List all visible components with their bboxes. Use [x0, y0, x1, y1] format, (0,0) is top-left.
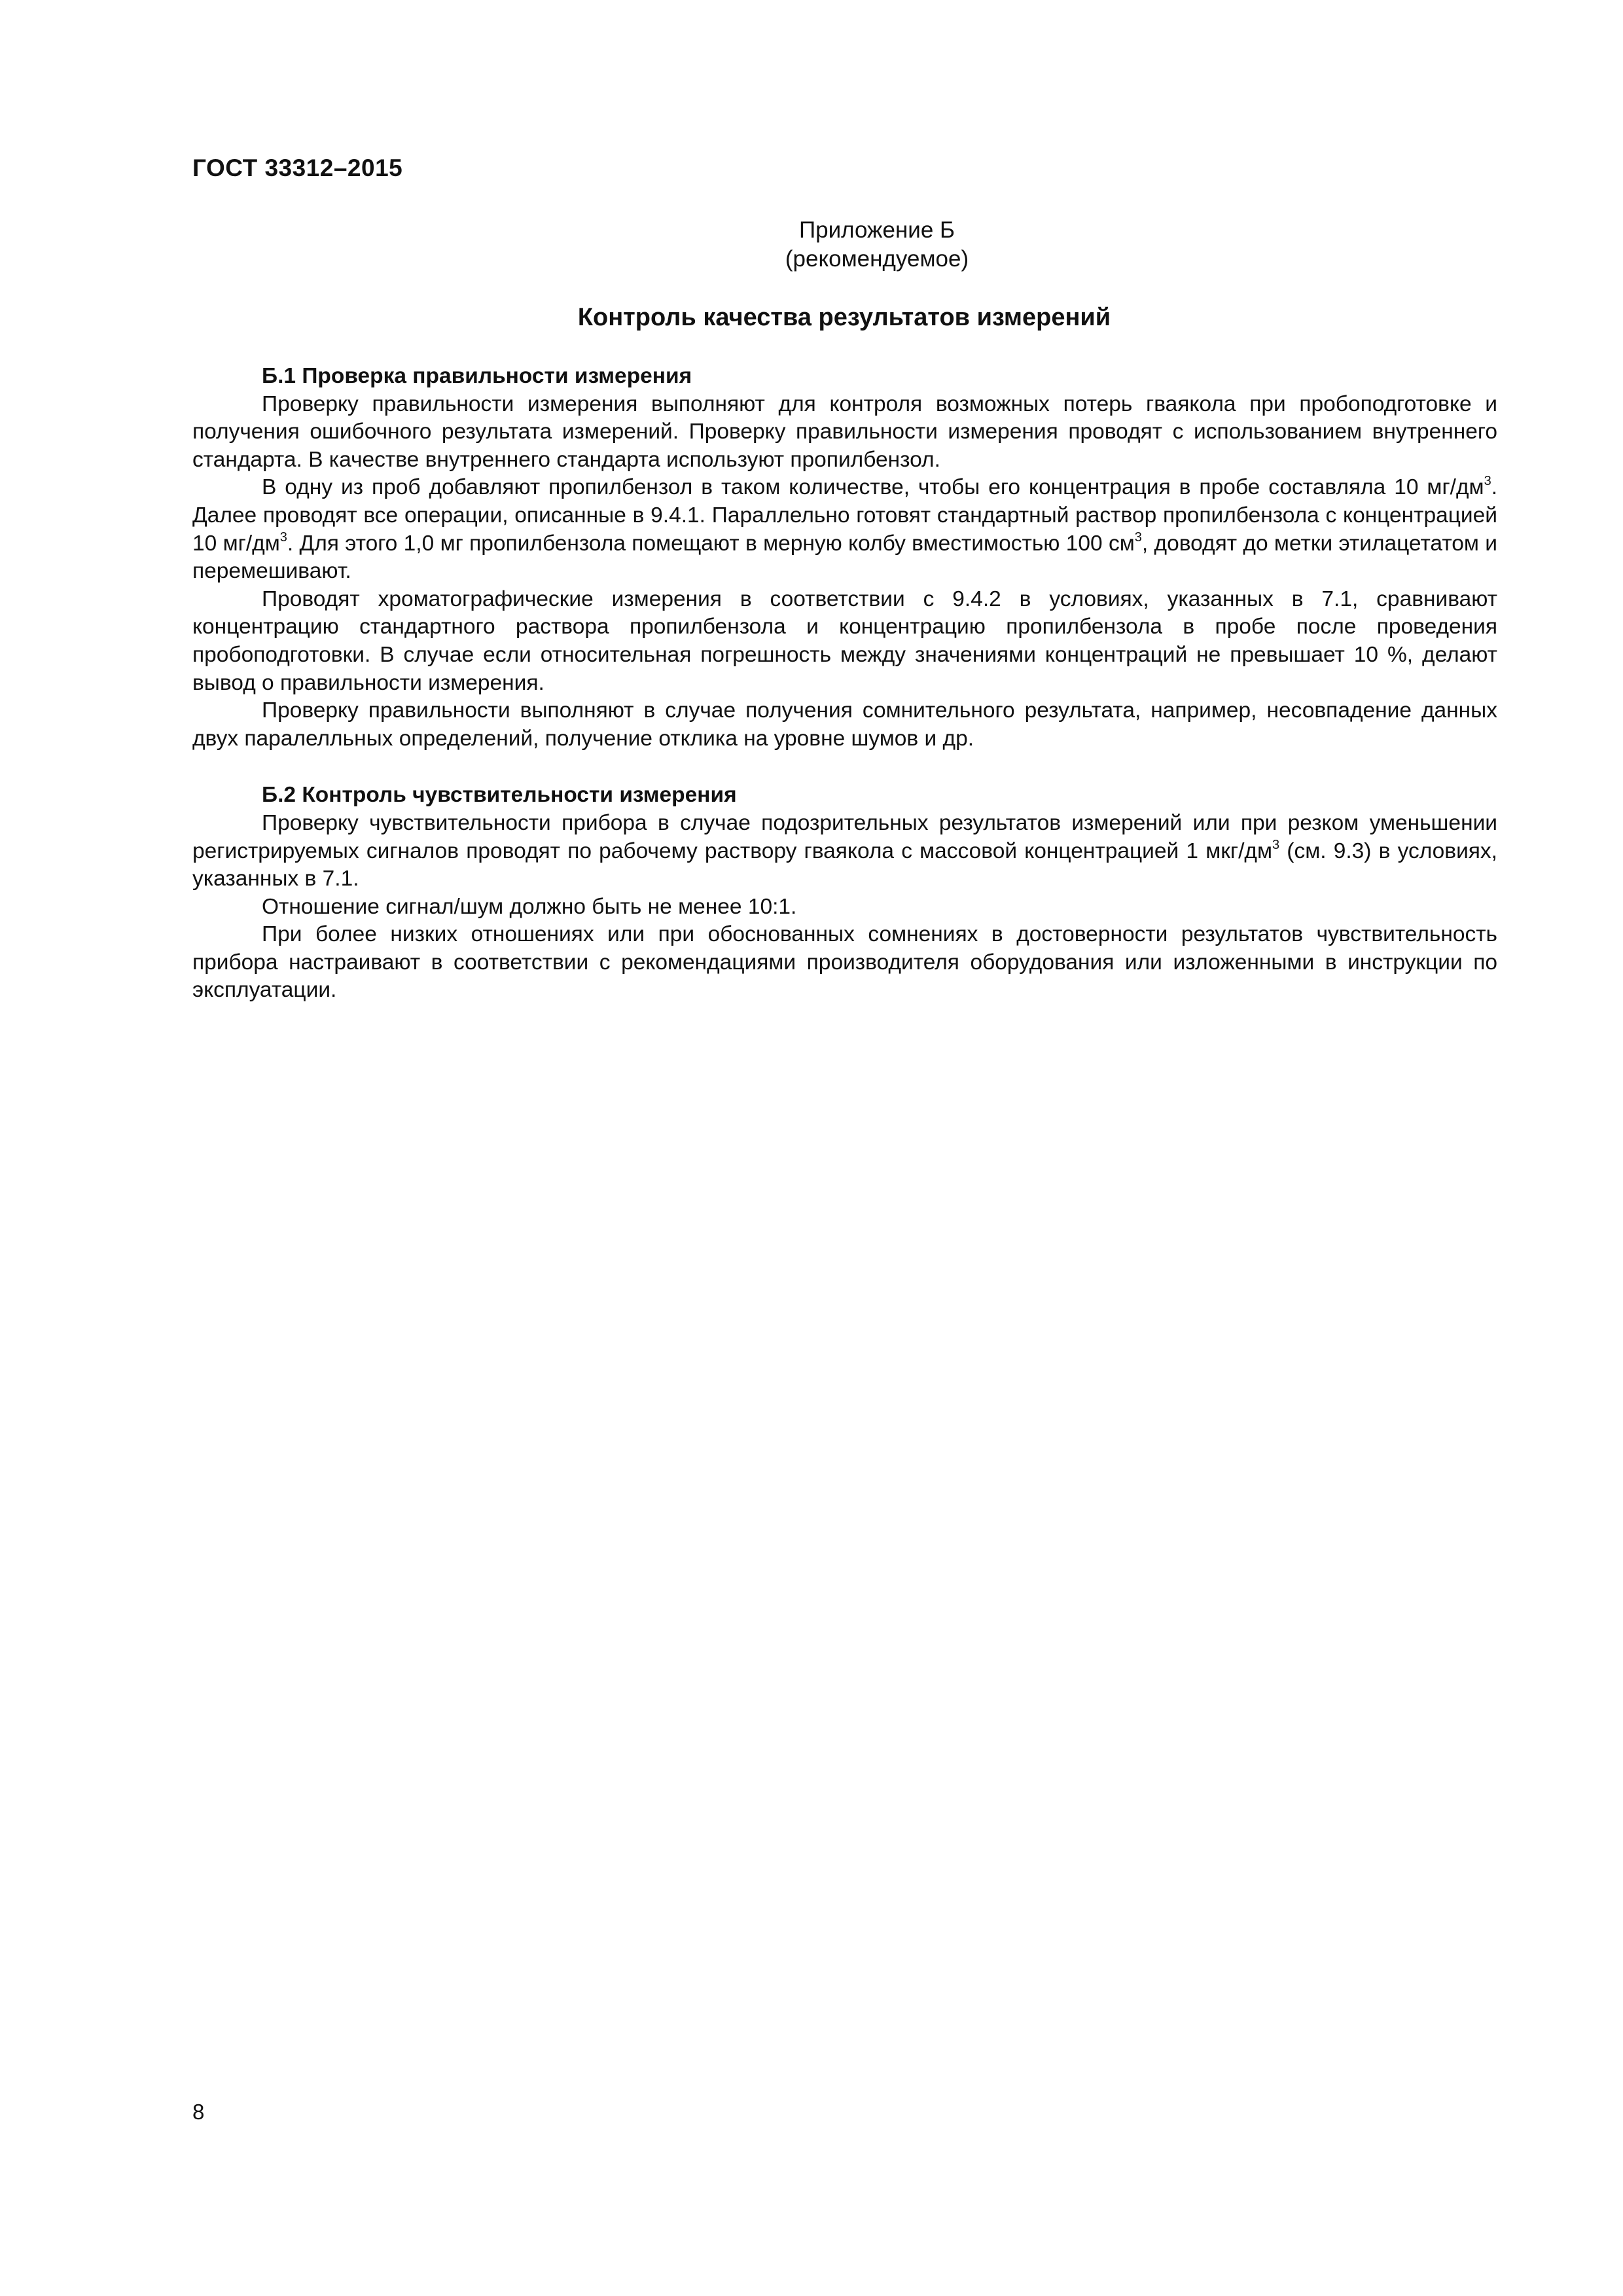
document-body: [192, 363, 1497, 1005]
appendix-kind: (рекомендуемое): [785, 246, 969, 272]
section-heading-b2: Б.2 Контроль чувствительности измерения: [262, 783, 737, 808]
superscript: 3: [1134, 529, 1142, 545]
page-title: Контроль качества результатов измерений: [577, 304, 1111, 331]
paragraph: Проверку правильности выполняют в случае получения сомнительного результата, например, несовпадение данных двух паралелльных определений, получение отклика на уровне шумов и др.: [192, 698, 1497, 751]
document-code: ГОСТ 33312–2015: [192, 154, 403, 181]
section-heading-b1: Б.1 Проверка правильности измерения: [262, 364, 692, 388]
paragraph: Проверку чувствительности прибора в случае подозрительных результатов измерений или при резком уменьшении регистрируемых сигналов проводят по рабочему раствору гваякола с массовой концентрацией 1 мкг/$дм^3$ (см. 9.3) в условиях, указанных в 7.1.: [192, 810, 1497, 891]
page-number: 8: [192, 2100, 205, 2124]
paragraph: При более низких отношениях или при обоснованных сомнениях в достоверности результатов чувствительность прибора настраивают в соответствии с рекомендациями производителя оборудования или изложенными в инструкции по эксплуатации.: [192, 922, 1497, 1003]
superscript: 3: [1272, 837, 1280, 852]
appendix-label: Приложение Б: [799, 217, 955, 243]
superscript: 3: [279, 529, 287, 545]
paragraph: В одну из проб добавляют пропилбензол в таком количестве, чтобы его концентрация в пробе составляла 10 $мг/дм^3$. Далее проводят все операции, описанные в 9.4.1. Параллельно готовят стандартный раствор пропилбензола с концентрацией 10 $мг/дм^3$. Для этого 1,0 мг пропилбензола помещают в мерную колбу вместимостью 100 $см^3$, доводят до метки этилацетатом и перемешивают.: [192, 474, 1497, 584]
paragraph: Отношение сигнал/шум должно быть не менее 10:1.: [262, 894, 797, 919]
paragraph: Проверку правильности измерения выполняют для контроля возможных потерь гваякола при пробоподготовке и получения ошибочного результата измерений. Проверку правильности измерения проводят с использованием внутреннего стандарта. В качестве внутреннего стандарта используют пропилбензол.: [192, 391, 1497, 472]
paragraph: Проводят хроматографические измерения в соответствии с 9.4.2 в условиях, указанных в 7.1, сравнивают концентрацию стандартного раствора пропилбензола и концентрацию пропилбензола в пробе после проведения пробоподготовки. В случае если относительная погрешность между значениями концентраций не превышает 10 %, делают вывод о правильности измерения.: [192, 586, 1497, 695]
superscript: 3: [1484, 474, 1491, 489]
section-spacer: [192, 753, 1497, 781]
